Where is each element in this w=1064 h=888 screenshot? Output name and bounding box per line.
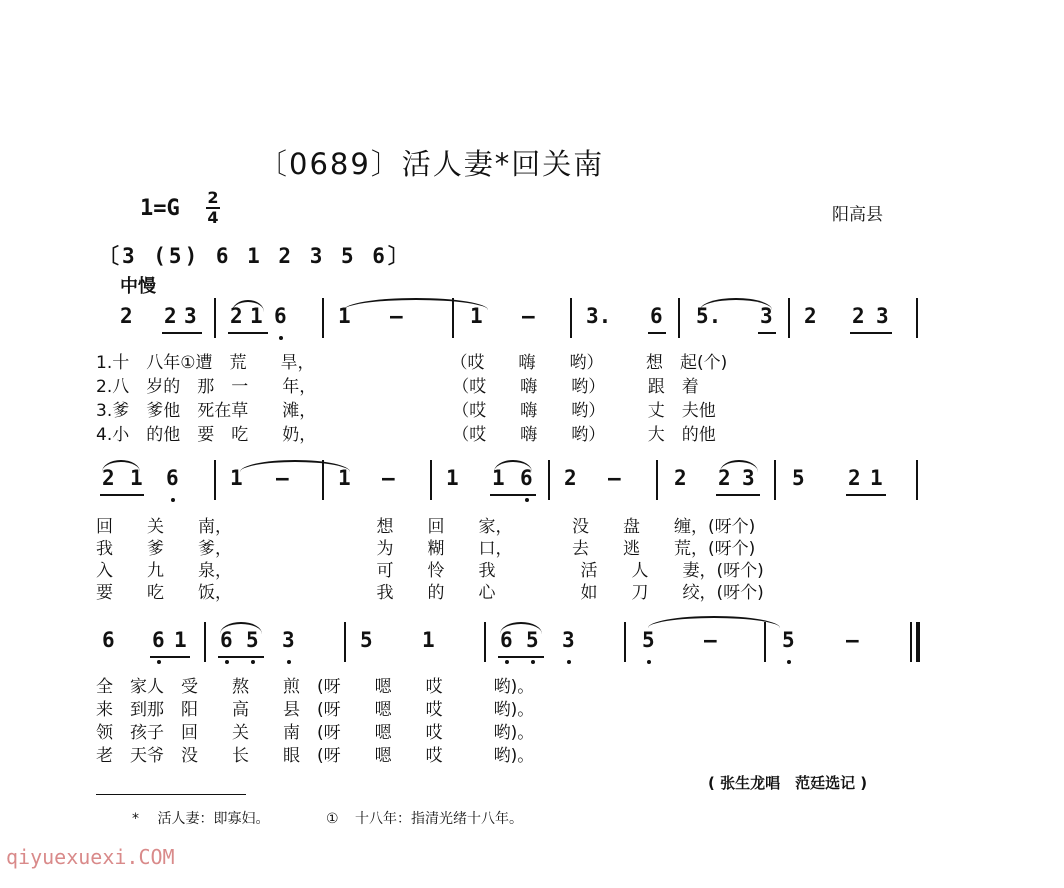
note: 6	[274, 304, 287, 328]
song-title: 〔0689〕活人妻*回关南	[258, 147, 605, 181]
lyric-line: 全 家人 受 熬 煎 (呀 嗯 哎 哟)。	[96, 677, 535, 697]
lyric-line: 要 吃 饭， 我 的 心 如 刀 绞，(呀个)	[96, 583, 764, 603]
note: 5	[246, 628, 259, 652]
note: 1	[470, 304, 483, 328]
note: 6	[220, 628, 233, 652]
note: 1	[870, 466, 883, 490]
lyric-line: 入 九 泉， 可 怜 我 活 人 妻，(呀个)	[96, 561, 764, 581]
note: 6	[166, 466, 179, 490]
note: 1	[230, 466, 243, 490]
notation-row-1	[100, 298, 930, 342]
lyric-line: 领 孩子 回 关 南 (呀 嗯 哎 哟)。	[96, 723, 535, 743]
notation-row-3	[100, 622, 930, 666]
note: 2	[120, 304, 133, 328]
note: 3	[876, 304, 889, 328]
note: 1	[422, 628, 435, 652]
lyric-line: 我 爹 爹， 为 糊 口， 去 逃 荒，(呀个)	[96, 539, 756, 559]
tempo-marking: 中慢	[120, 276, 156, 297]
note: 2	[848, 466, 861, 490]
time-signature-top: 2	[207, 188, 219, 207]
note: 5	[360, 628, 373, 652]
note: 5	[526, 628, 539, 652]
note: 1	[174, 628, 187, 652]
note: –	[276, 466, 289, 490]
note: 3	[742, 466, 755, 490]
footnote-2	[326, 808, 523, 828]
note: 2	[564, 466, 577, 490]
note: 2	[804, 304, 817, 328]
lyric-line: 2.八 岁的 那 一 年， （哎 嗨 哟） 跟 着	[96, 377, 699, 397]
region-label: 阳高县	[832, 205, 883, 225]
note: 2	[164, 304, 177, 328]
lyric-line: 老 天爷 没 长 眼 (呀 嗯 哎 哟)。	[96, 746, 535, 766]
time-signature-bottom: 4	[207, 208, 219, 227]
note: 5	[792, 466, 805, 490]
note: 1	[446, 466, 459, 490]
note: 3	[184, 304, 197, 328]
note: 3	[562, 628, 575, 652]
note: 1	[338, 304, 351, 328]
note: 2	[852, 304, 865, 328]
key-signature: 1=G	[140, 196, 180, 221]
note: 1	[130, 466, 143, 490]
note: 5	[642, 628, 655, 652]
watermark: qiyuexuexi.COM	[6, 845, 175, 869]
note: 1	[250, 304, 263, 328]
footnote-mark: *	[132, 811, 139, 827]
credit-line: ( 张生龙唱 范廷选记 )	[708, 774, 868, 792]
lyric-line: 4.小 的他 要 吃 奶， （哎 嗨 哟） 大 的他	[96, 425, 716, 445]
note: –	[846, 628, 859, 652]
note: 5	[782, 628, 795, 652]
note: 2	[674, 466, 687, 490]
note: 1	[338, 466, 351, 490]
note: 6	[500, 628, 513, 652]
note: 6	[152, 628, 165, 652]
lyric-line: 回 关 南， 想 回 家， 没 盘 缠，(呀个)	[96, 517, 756, 537]
footnote-text: 活人妻：即寡妇。	[157, 811, 270, 827]
note: 3	[282, 628, 295, 652]
footnote-divider	[96, 794, 246, 795]
intro-notation: 〔3 (5) 6 1 2 3 5 6〕	[98, 244, 412, 268]
note: –	[390, 304, 403, 328]
lyric-line: 1.十 八年①遭 荒 旱， （哎 嗨 哟） 想 起(个)	[96, 353, 728, 373]
note: –	[704, 628, 717, 652]
note: 2	[718, 466, 731, 490]
lyrics-block-3	[96, 672, 534, 764]
lyric-line: 3.爹 爹他 死在草 滩， （哎 嗨 哟） 丈 夫他	[96, 401, 716, 421]
note: –	[608, 466, 621, 490]
time-signature	[206, 190, 220, 226]
note: 2	[230, 304, 243, 328]
footnote-1	[132, 808, 269, 828]
note: 1	[492, 466, 505, 490]
note: –	[382, 466, 395, 490]
note: 6	[650, 304, 663, 328]
note: 6	[102, 628, 115, 652]
lyric-line: 来 到那 阳 高 县 (呀 嗯 哎 哟)。	[96, 700, 535, 720]
lyrics-block-1	[96, 348, 727, 444]
footnote-text: 十八年：指清光绪十八年。	[355, 811, 524, 827]
note: 5.	[696, 304, 722, 328]
note: 3	[760, 304, 773, 328]
note: 3.	[586, 304, 612, 328]
footnote-mark: ①	[326, 811, 339, 827]
note: 2	[102, 466, 115, 490]
note: 6	[520, 466, 533, 490]
note: –	[522, 304, 535, 328]
lyrics-block-2	[96, 512, 764, 603]
notation-row-2	[100, 460, 930, 504]
